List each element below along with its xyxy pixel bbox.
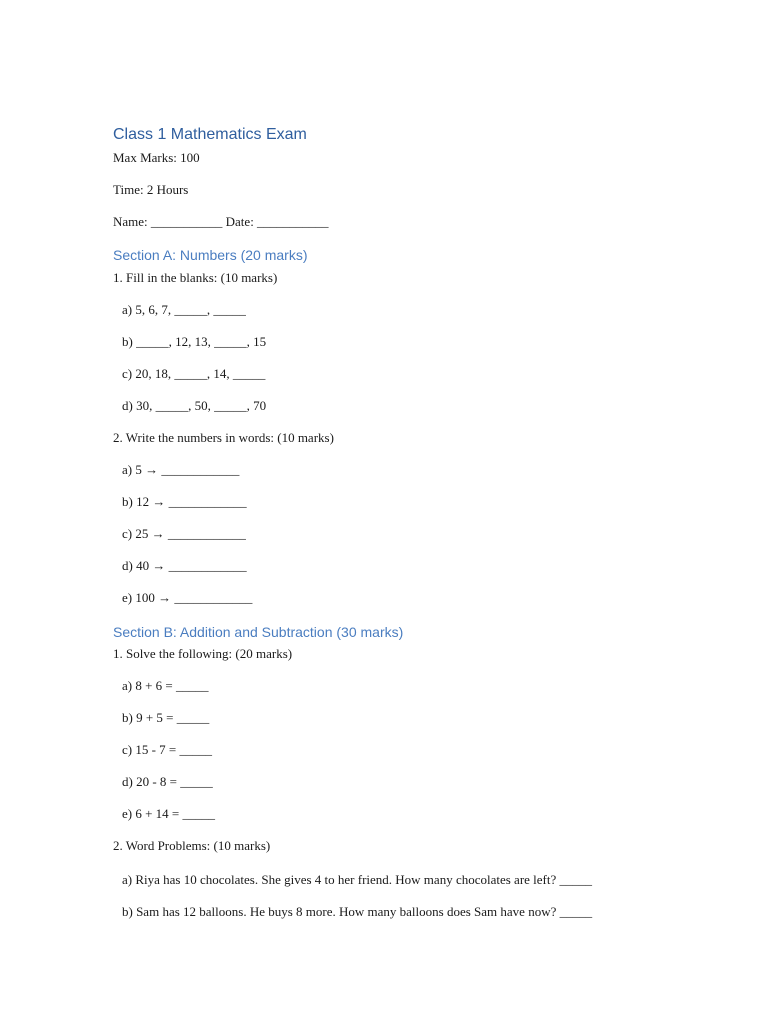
section-b-q1-item: b) 9 + 5 = _____ bbox=[122, 710, 210, 725]
section-b-q2-prompt: 2. Word Problems: (10 marks) bbox=[113, 838, 271, 853]
section-a-q1-prompt: 1. Fill in the blanks: (10 marks) bbox=[113, 270, 278, 285]
section-b-q1-prompt: 1. Solve the following: (20 marks) bbox=[113, 646, 293, 661]
section-b-q1-item: c) 15 - 7 = _____ bbox=[122, 742, 213, 757]
section-a-q2-item: e) 100 → ____________ bbox=[122, 590, 253, 605]
section-a-heading: Section A: Numbers (20 marks) bbox=[113, 247, 308, 263]
section-a-q2-item: b) 12 → ____________ bbox=[122, 494, 247, 509]
section-a-q1-item: a) 5, 6, 7, _____, _____ bbox=[122, 302, 246, 317]
section-b-heading: Section B: Addition and Subtraction (30 marks) bbox=[113, 624, 404, 640]
section-b-q2-item: a) Riya has 10 chocolates. She gives 4 to her friend. How many chocolates are left? _____ bbox=[122, 872, 593, 887]
section-b-q1-item: e) 6 + 14 = _____ bbox=[122, 806, 216, 821]
section-b-q1-item: a) 8 + 6 = _____ bbox=[122, 678, 209, 693]
exam-time: Time: 2 Hours bbox=[113, 182, 189, 197]
section-a-q2-item: a) 5 → ____________ bbox=[122, 462, 240, 477]
exam-title: Class 1 Mathematics Exam bbox=[113, 126, 307, 143]
max-marks: Max Marks: 100 bbox=[113, 150, 200, 165]
section-a-q1-item: c) 20, 18, _____, 14, _____ bbox=[122, 366, 266, 381]
section-b-q2-item: b) Sam has 12 balloons. He buys 8 more. How many balloons does Sam have now? _____ bbox=[122, 904, 593, 919]
section-b-q1-item: d) 20 - 8 = _____ bbox=[122, 774, 213, 789]
section-a-q2-item: c) 25 → ____________ bbox=[122, 526, 246, 541]
name-date-line: Name: ___________ Date: ___________ bbox=[113, 214, 329, 229]
section-a-q1-item: d) 30, _____, 50, _____, 70 bbox=[122, 398, 267, 413]
section-a-q2-item: d) 40 → ____________ bbox=[122, 558, 247, 573]
section-a-q1-item: b) _____, 12, 13, _____, 15 bbox=[122, 334, 267, 349]
section-a-q2-prompt: 2. Write the numbers in words: (10 marks) bbox=[113, 430, 334, 445]
